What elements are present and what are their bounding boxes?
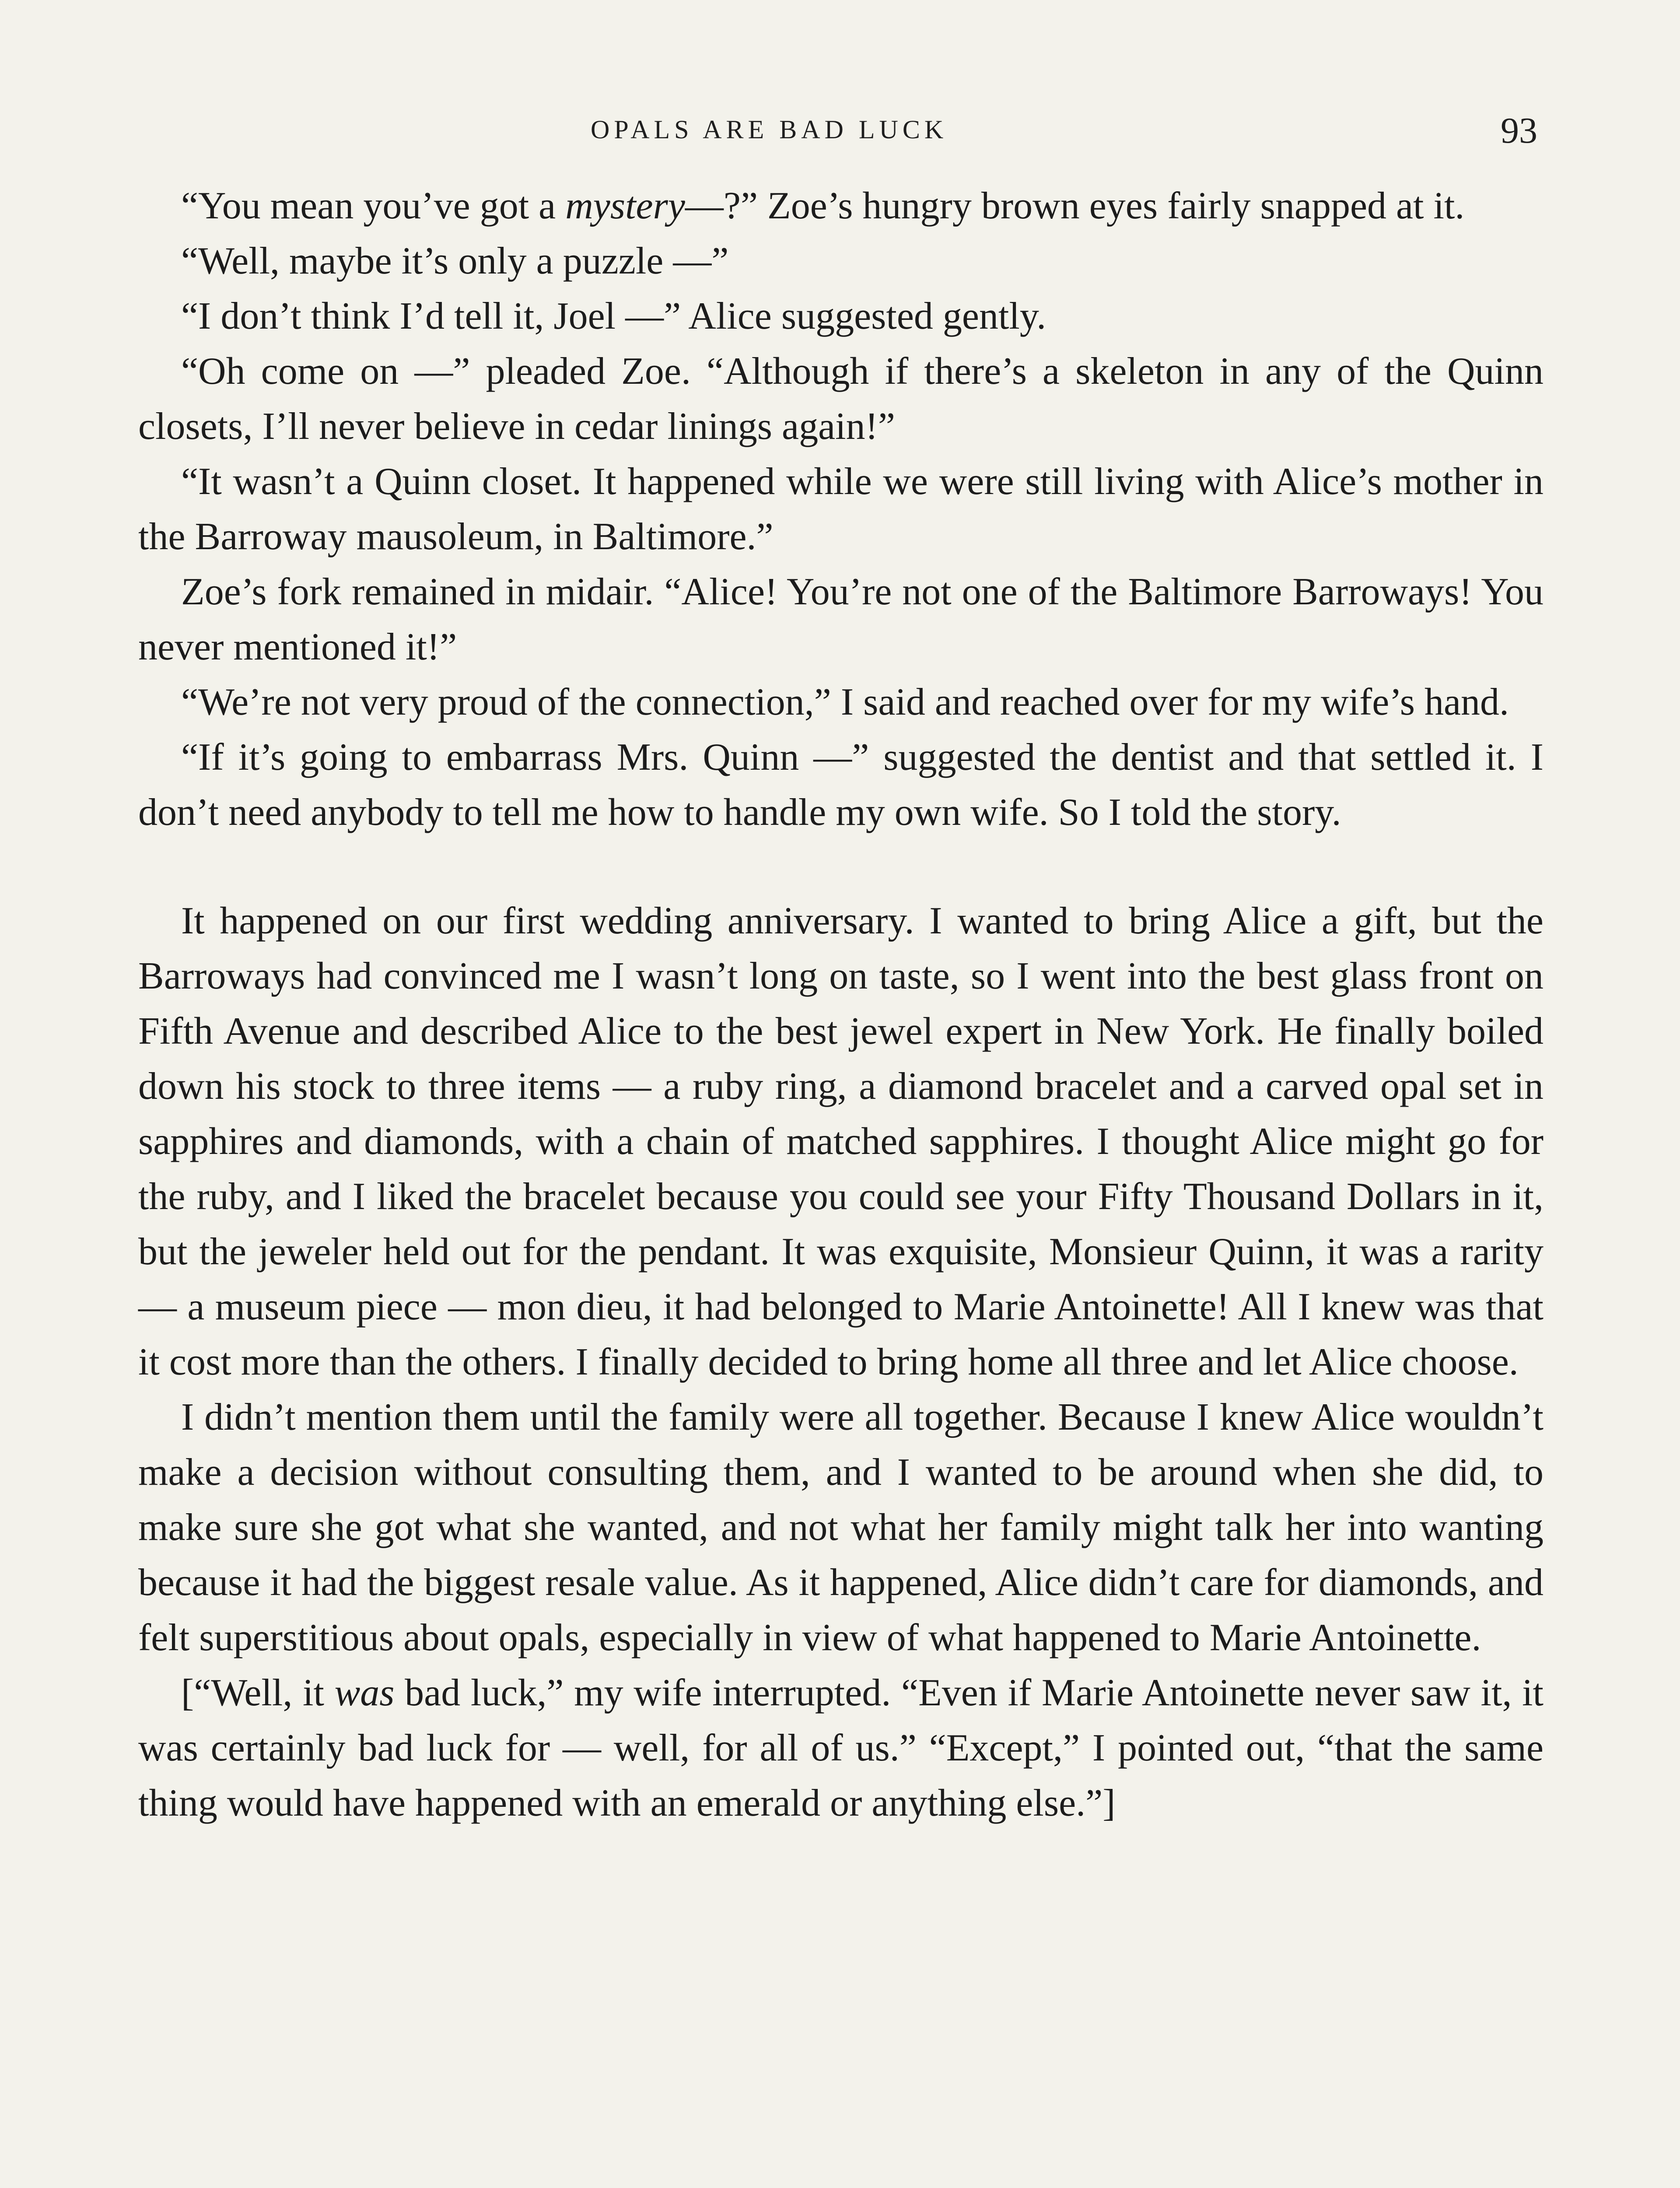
paragraph-2: “Well, maybe it’s only a puzzle —”	[181, 240, 729, 282]
italic-was: was	[334, 1672, 395, 1714]
paragraph-9: It happened on our first wedding anniversary. I wanted to bring Alice a gift, but the Barroways had convinced me I wasn’t long on taste, so I went into the best glass front on Fifth Avenue and described Alice to the best jewel expert in New York. He finally boiled down his stock to three items — a ruby ring, a diamond bracelet and a carved opal set in sapphires and diamonds, with a chain of matched sapphires. I thought Alice might go for the ruby, and I liked the bracelet because you could see your Fifty Thousand Dollars in it, but the jeweler held out for the pendant. It was exquisite, Monsieur Quinn, it was a rarity — a museum piece — mon dieu, it had belonged to Marie Antoinette! All I knew was that it cost more than the others. I finally decided to bring home all three and let Alice choose.	[138, 900, 1544, 1383]
section-break	[138, 840, 1544, 894]
page-number: 93	[1501, 110, 1537, 151]
paragraph-1: “You mean you’ve got a mystery—?” Zoe’s hungry brown eyes fairly snapped at it.	[181, 185, 1465, 227]
paragraph-10: I didn’t mention them until the family were all together. Because I knew Alice wouldn’t make a decision without consulting them, and I wanted to be around when she did, to make sure she got what she wanted, and not what her family might talk her into wanting because it had the biggest resale value. As it happened, Alice didn’t care for diamonds, and felt superstitious about opals, especially in view of what happened to Marie Antoinette.	[138, 1396, 1544, 1659]
paragraph-7: “We’re not very proud of the connection,” I said and reached over for my wife’s hand.	[181, 681, 1509, 723]
paragraph-11: [“Well, it was bad luck,” my wife interrupted. “Even if Marie Antoinette never saw it, it was certainly bad luck for — well, for all of us.” “Except,” I pointed out, “that the same thing would have happened with an emerald or anything else.”]	[138, 1672, 1544, 1824]
body-text	[138, 179, 1544, 1831]
paragraph-3: “I don’t think I’d tell it, Joel —” Alice suggested gently.	[181, 295, 1046, 337]
paragraph-4: “Oh come on —” pleaded Zoe. “Although if there’s a skeleton in any of the Quinn closets, I’ll never believe in cedar linings again!”	[138, 350, 1544, 448]
italic-mystery: mystery	[565, 185, 685, 227]
paragraph-6: Zoe’s fork remained in midair. “Alice! You’re not one of the Baltimore Barroways! You never mentioned it!”	[138, 571, 1544, 668]
paragraph-5: “It wasn’t a Quinn closet. It happened while we were still living with Alice’s mother in the Barroway mausoleum, in Baltimore.”	[138, 460, 1544, 558]
running-title: OPALS ARE BAD LUCK	[591, 115, 948, 144]
running-head	[0, 110, 1680, 157]
paragraph-8: “If it’s going to embarrass Mrs. Quinn —” suggested the dentist and that settled it. I don’t need anybody to tell me how to handle my own wife. So I told the story.	[138, 736, 1544, 834]
